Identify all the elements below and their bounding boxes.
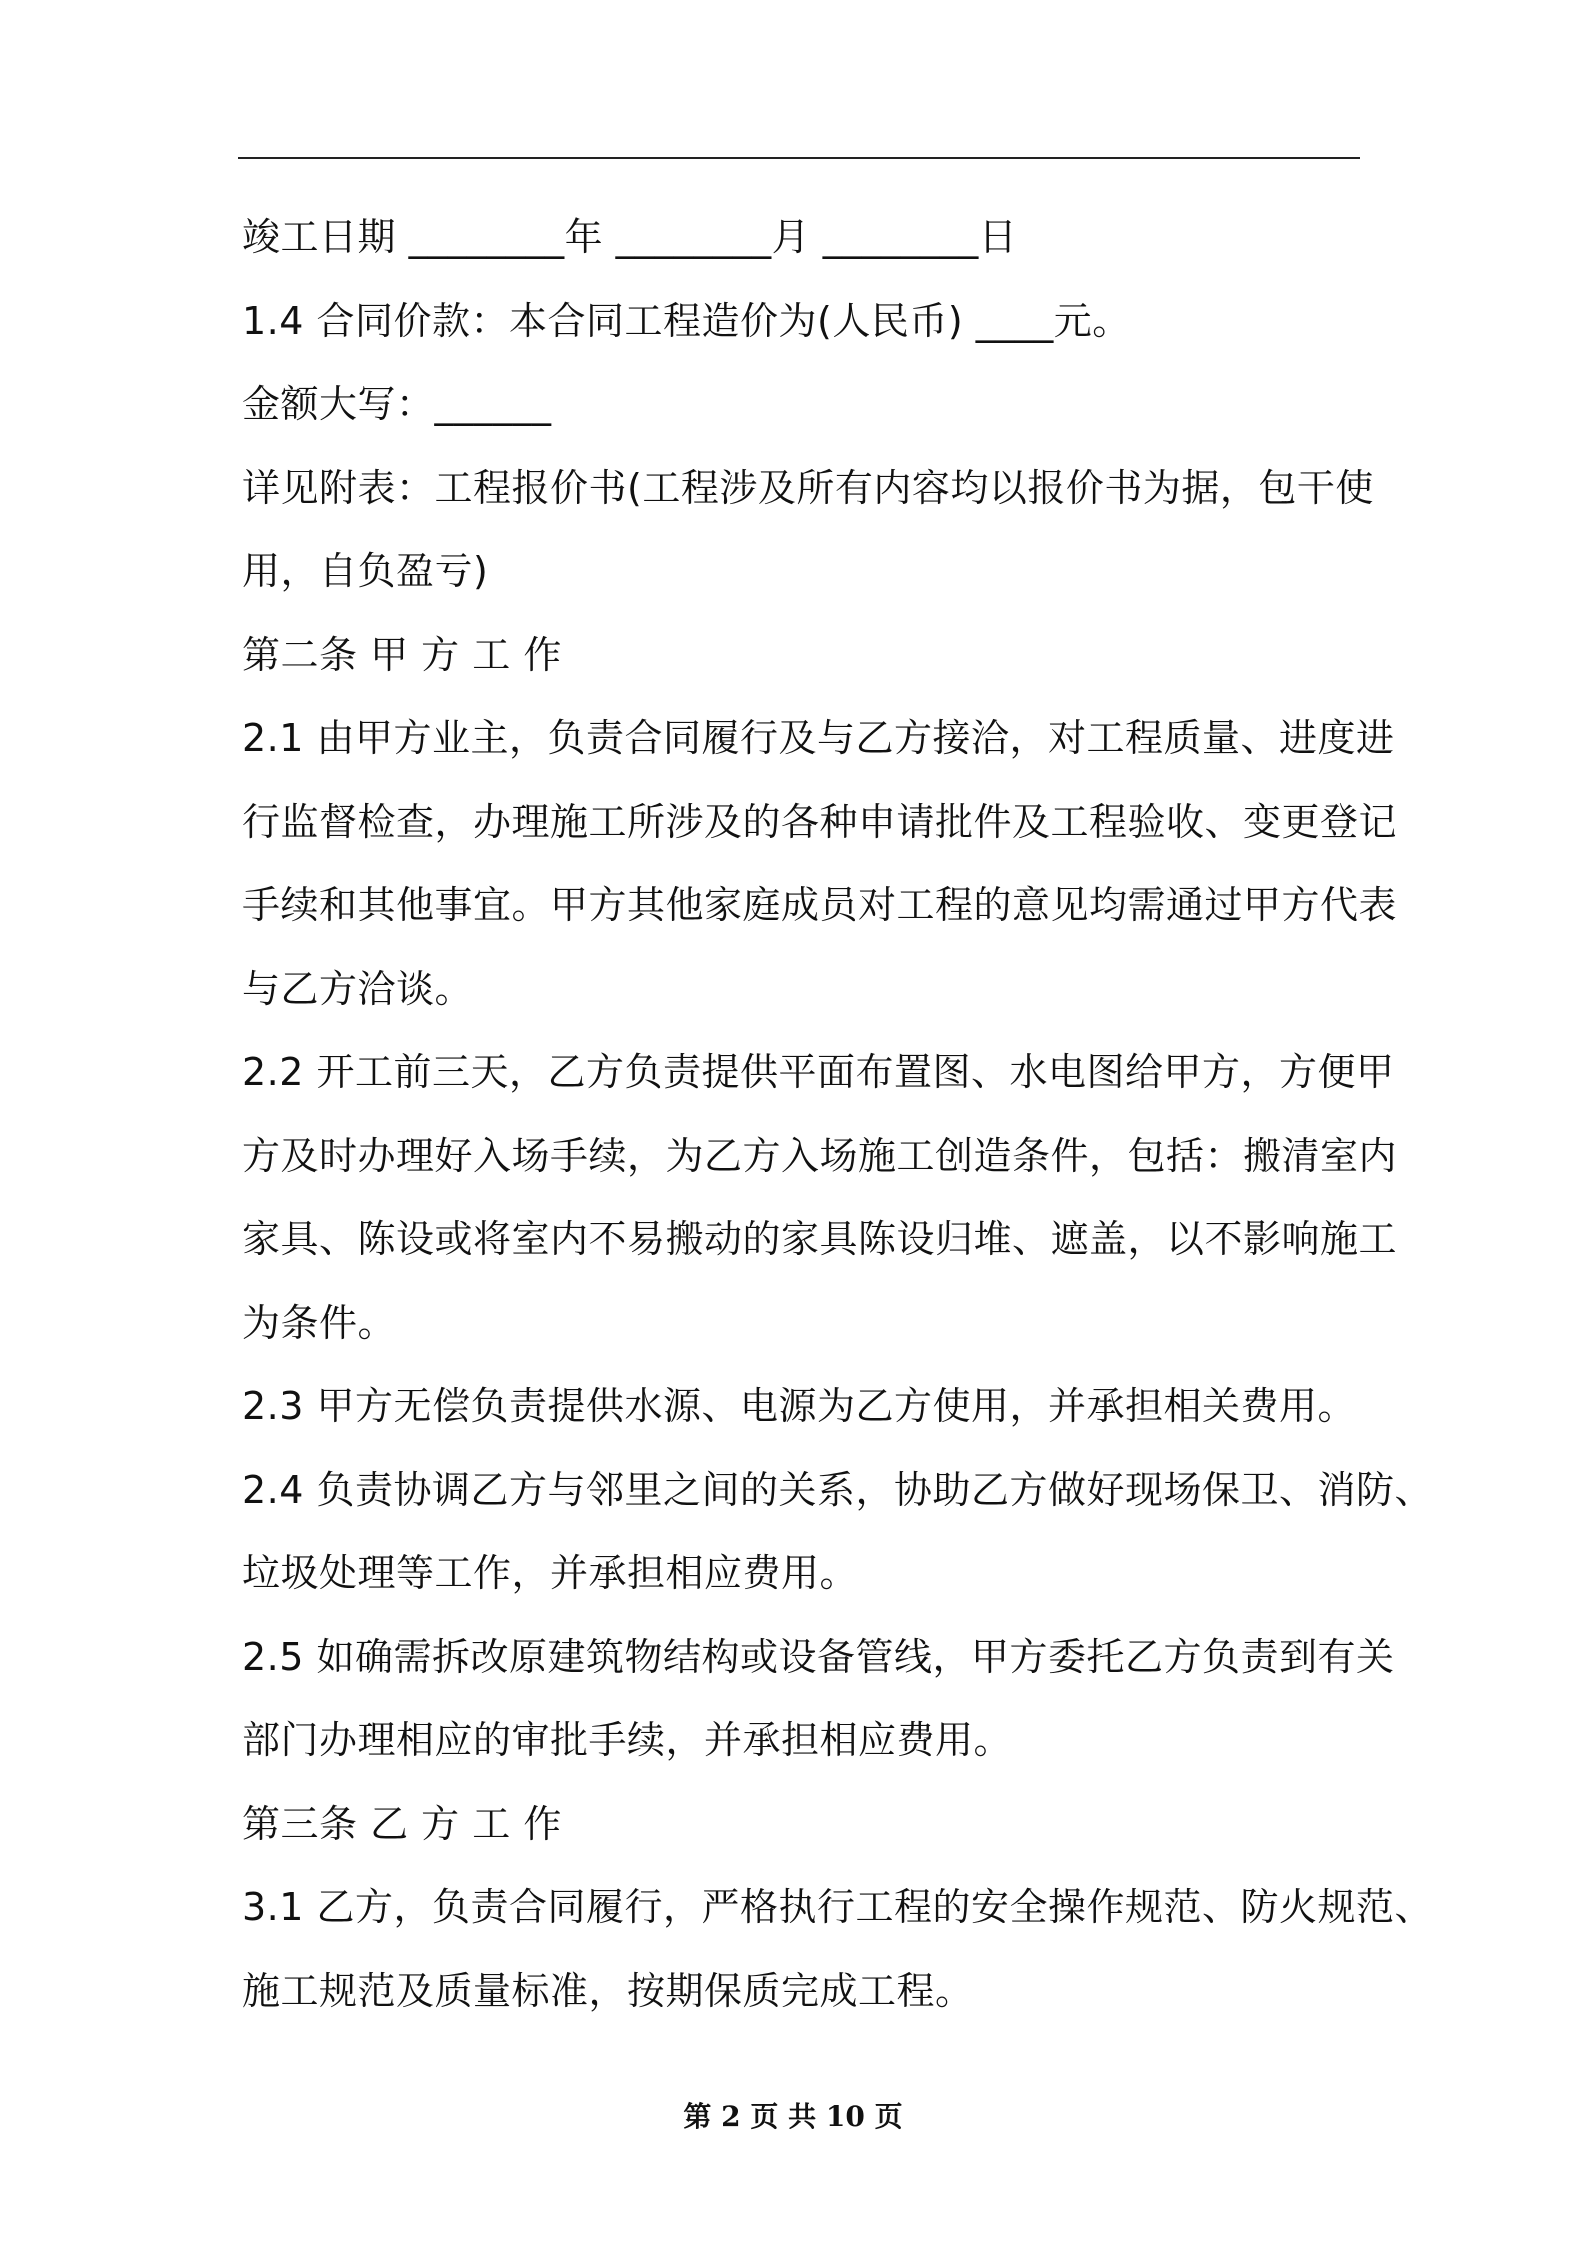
clause-2-2-line-2: 方及时办理好入场手续，为乙方入场施工创造条件，包括：搬清室内 [242, 1133, 1398, 1178]
amount-in-words-line: 金额大写：______ [242, 382, 552, 426]
header-rule [238, 157, 1360, 159]
clause-3-1-line-1: 3.1 乙方，负责合同履行，严格执行工程的安全操作规范、防火规范、 [242, 1885, 1434, 1929]
clause-2-2-line-4: 为条件。 [242, 1300, 397, 1345]
clause-2-2-line-1: 2.2 开工前三天，乙方负责提供平面布置图、水电图给甲方，方便甲 [242, 1050, 1395, 1094]
clause-2-2-line-3: 家具、陈设或将室内不易搬动的家具陈设归堆、遮盖，以不影响施工 [242, 1217, 1398, 1261]
clause-2-4-line-2: 垃圾处理等工作，并承担相应费用。 [242, 1551, 859, 1595]
attachment-line-1: 详见附表：工程报价书(工程涉及所有内容均以报价书为据，包干使 [242, 465, 1374, 510]
section-heading-party-b: 第三条 乙 方 工 作 [242, 1801, 562, 1846]
clause-2-3-line-1: 2.3 甲方无偿负责提供水源、电源为乙方使用，并承担相关费用。 [242, 1384, 1357, 1428]
contract-price-line: 1.4 合同价款：本合同工程造价为(人民币) ____元。 [242, 298, 1131, 343]
document-body [242, 196, 1434, 2033]
section-heading-party-a: 第二条 甲 方 工 作 [242, 632, 562, 677]
clause-2-1-line-3: 手续和其他事宜。甲方其他家庭成员对工程的意见均需通过甲方代表 [242, 883, 1398, 927]
clause-2-1-line-2: 行监督检查，办理施工所涉及的各种申请批件及工程验收、变更登记 [242, 799, 1398, 844]
completion-date-line: 竣工日期 ________年 ________月 ________日 [242, 215, 1018, 259]
clause-2-5-line-2: 部门办理相应的审批手续，并承担相应费用。 [242, 1718, 1013, 1762]
clause-2-5-line-1: 2.5 如确需拆改原建筑物结构或设备管线，甲方委托乙方负责到有关 [242, 1634, 1395, 1679]
clause-2-1-line-1: 2.1 由甲方业主，负责合同履行及与乙方接洽，对工程质量、进度进 [242, 716, 1395, 760]
clause-3-1-line-2: 施工规范及质量标准，按期保质完成工程。 [242, 1968, 974, 2013]
clause-2-1-line-4: 与乙方洽谈。 [242, 966, 474, 1011]
page-number: 第 2 页 共 10 页 [683, 2100, 903, 2133]
attachment-line-2: 用，自负盈亏) [242, 549, 489, 593]
clause-2-4-line-1: 2.4 负责协调乙方与邻里之间的关系，协助乙方做好现场保卫、消防、 [242, 1467, 1434, 1512]
